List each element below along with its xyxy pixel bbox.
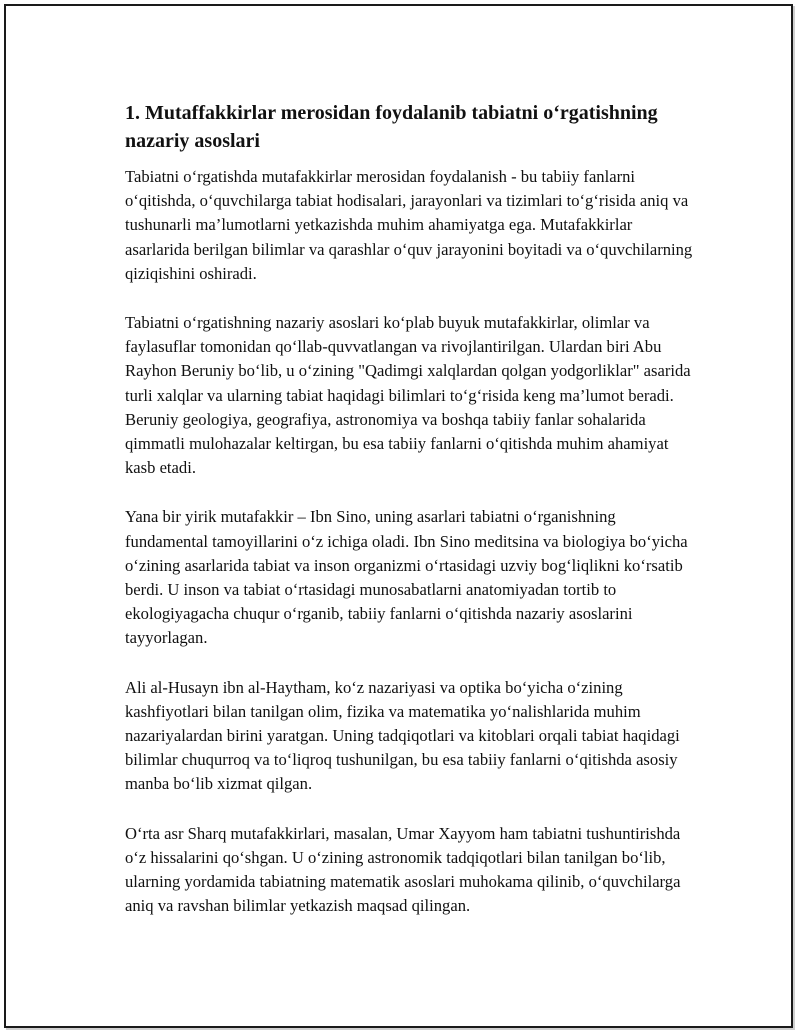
paragraph-3: Yana bir yirik mutafakkir – Ibn Sino, uning asarlari tabiatni o‘rganishning fundamental tamoyillarini o‘z ichiga oladi. Ibn Sino meditsina va biologiya bo‘yicha o‘zining asarlarida tabiat va inson organizmi o‘rtasidagi uzviy bog‘liqlikni ko‘rsatib berdi. U inson va tabiat o‘rtasidagi munosabatlarni anatomiyadan tortib to ekologiyagacha chuqur o‘rganib, tabiiy fanlarni o‘qitishda nazariy asoslarini tayyorlagan. — [125, 507, 688, 648]
paragraph-5: O‘rta asr Sharq mutafakkirlari, masalan, Umar Xayyom ham tabiatni tushuntirishda o‘z hissalarini qo‘shgan. U o‘zining astronomik tadqiqotlari bilan tanilgan bo‘lib, ularning yordamida tabiatning matematik asoslari muhokama qilinib, o‘quvchilarga aniq va ravshan bilimlar yetkazish maqsad qilingan. — [125, 823, 681, 916]
paragraph-2: Tabiatni o‘rgatishning nazariy asoslari ko‘plab buyuk mutafakkirlar, olimlar va faylasuflar tomonidan qo‘llab-quvvatlangan va rivojlantirilgan. Ulardan biri Abu Rayhon Beruniy bo‘lib, u o‘zining "Qadimgi xalqlardan qolgan yodgorliklar" asarida turli xalqlar va ularning tabiat haqidagi bilimlari to‘g‘risida keng ma’lumot beradi. Beruniy geologiya, geografiya, astronomiya va boshqa tabiiy fanlar sohalarida qimmatli mulohazalar keltirgan, bu esa tabiiy fanlarni o‘qitishda muhim ahamiyat kasb etadi. — [125, 313, 691, 478]
document-body — [118, 99, 698, 943]
paragraph-4: Ali al-Husayn ibn al-Haytham, ko‘z nazariyasi va optika bo‘yicha o‘zining kashfiyotlari bilan tanilgan olim, fizika va matematika yo‘nalishlarida muhim nazariyalardan birini yaratgan. Uning tadqiqotlari va kitoblari orqali tabiat haqidagi bilimlar chuqurroq va to‘liqroq tushunilgan, bu esa tabiiy fanlarni o‘qitishda asosiy manba bo‘lib xizmat qilgan. — [125, 677, 680, 794]
paragraph-1: Tabiatni o‘rgatishda mutafakkirlar merosidan foydalanish - bu tabiiy fanlarni o‘qitishda, o‘quvchilarga tabiat hodisalari, jarayonlari va tizimlari to‘g‘risida aniq va tushunarli ma’lumotlarni yetkazishda muhim ahamiyatga ega. Mutafakkirlar asarlarida berilgan bilimlar va qarashlar o‘quv jarayonini boyitadi va o‘quvchilarning qiziqishini oshiradi. — [125, 167, 693, 283]
document-page — [4, 4, 793, 1028]
section-heading: 1. Mutaffakkirlar merosidan foydalanib tabiatni o‘rgatishning nazariy asoslari — [125, 102, 658, 152]
